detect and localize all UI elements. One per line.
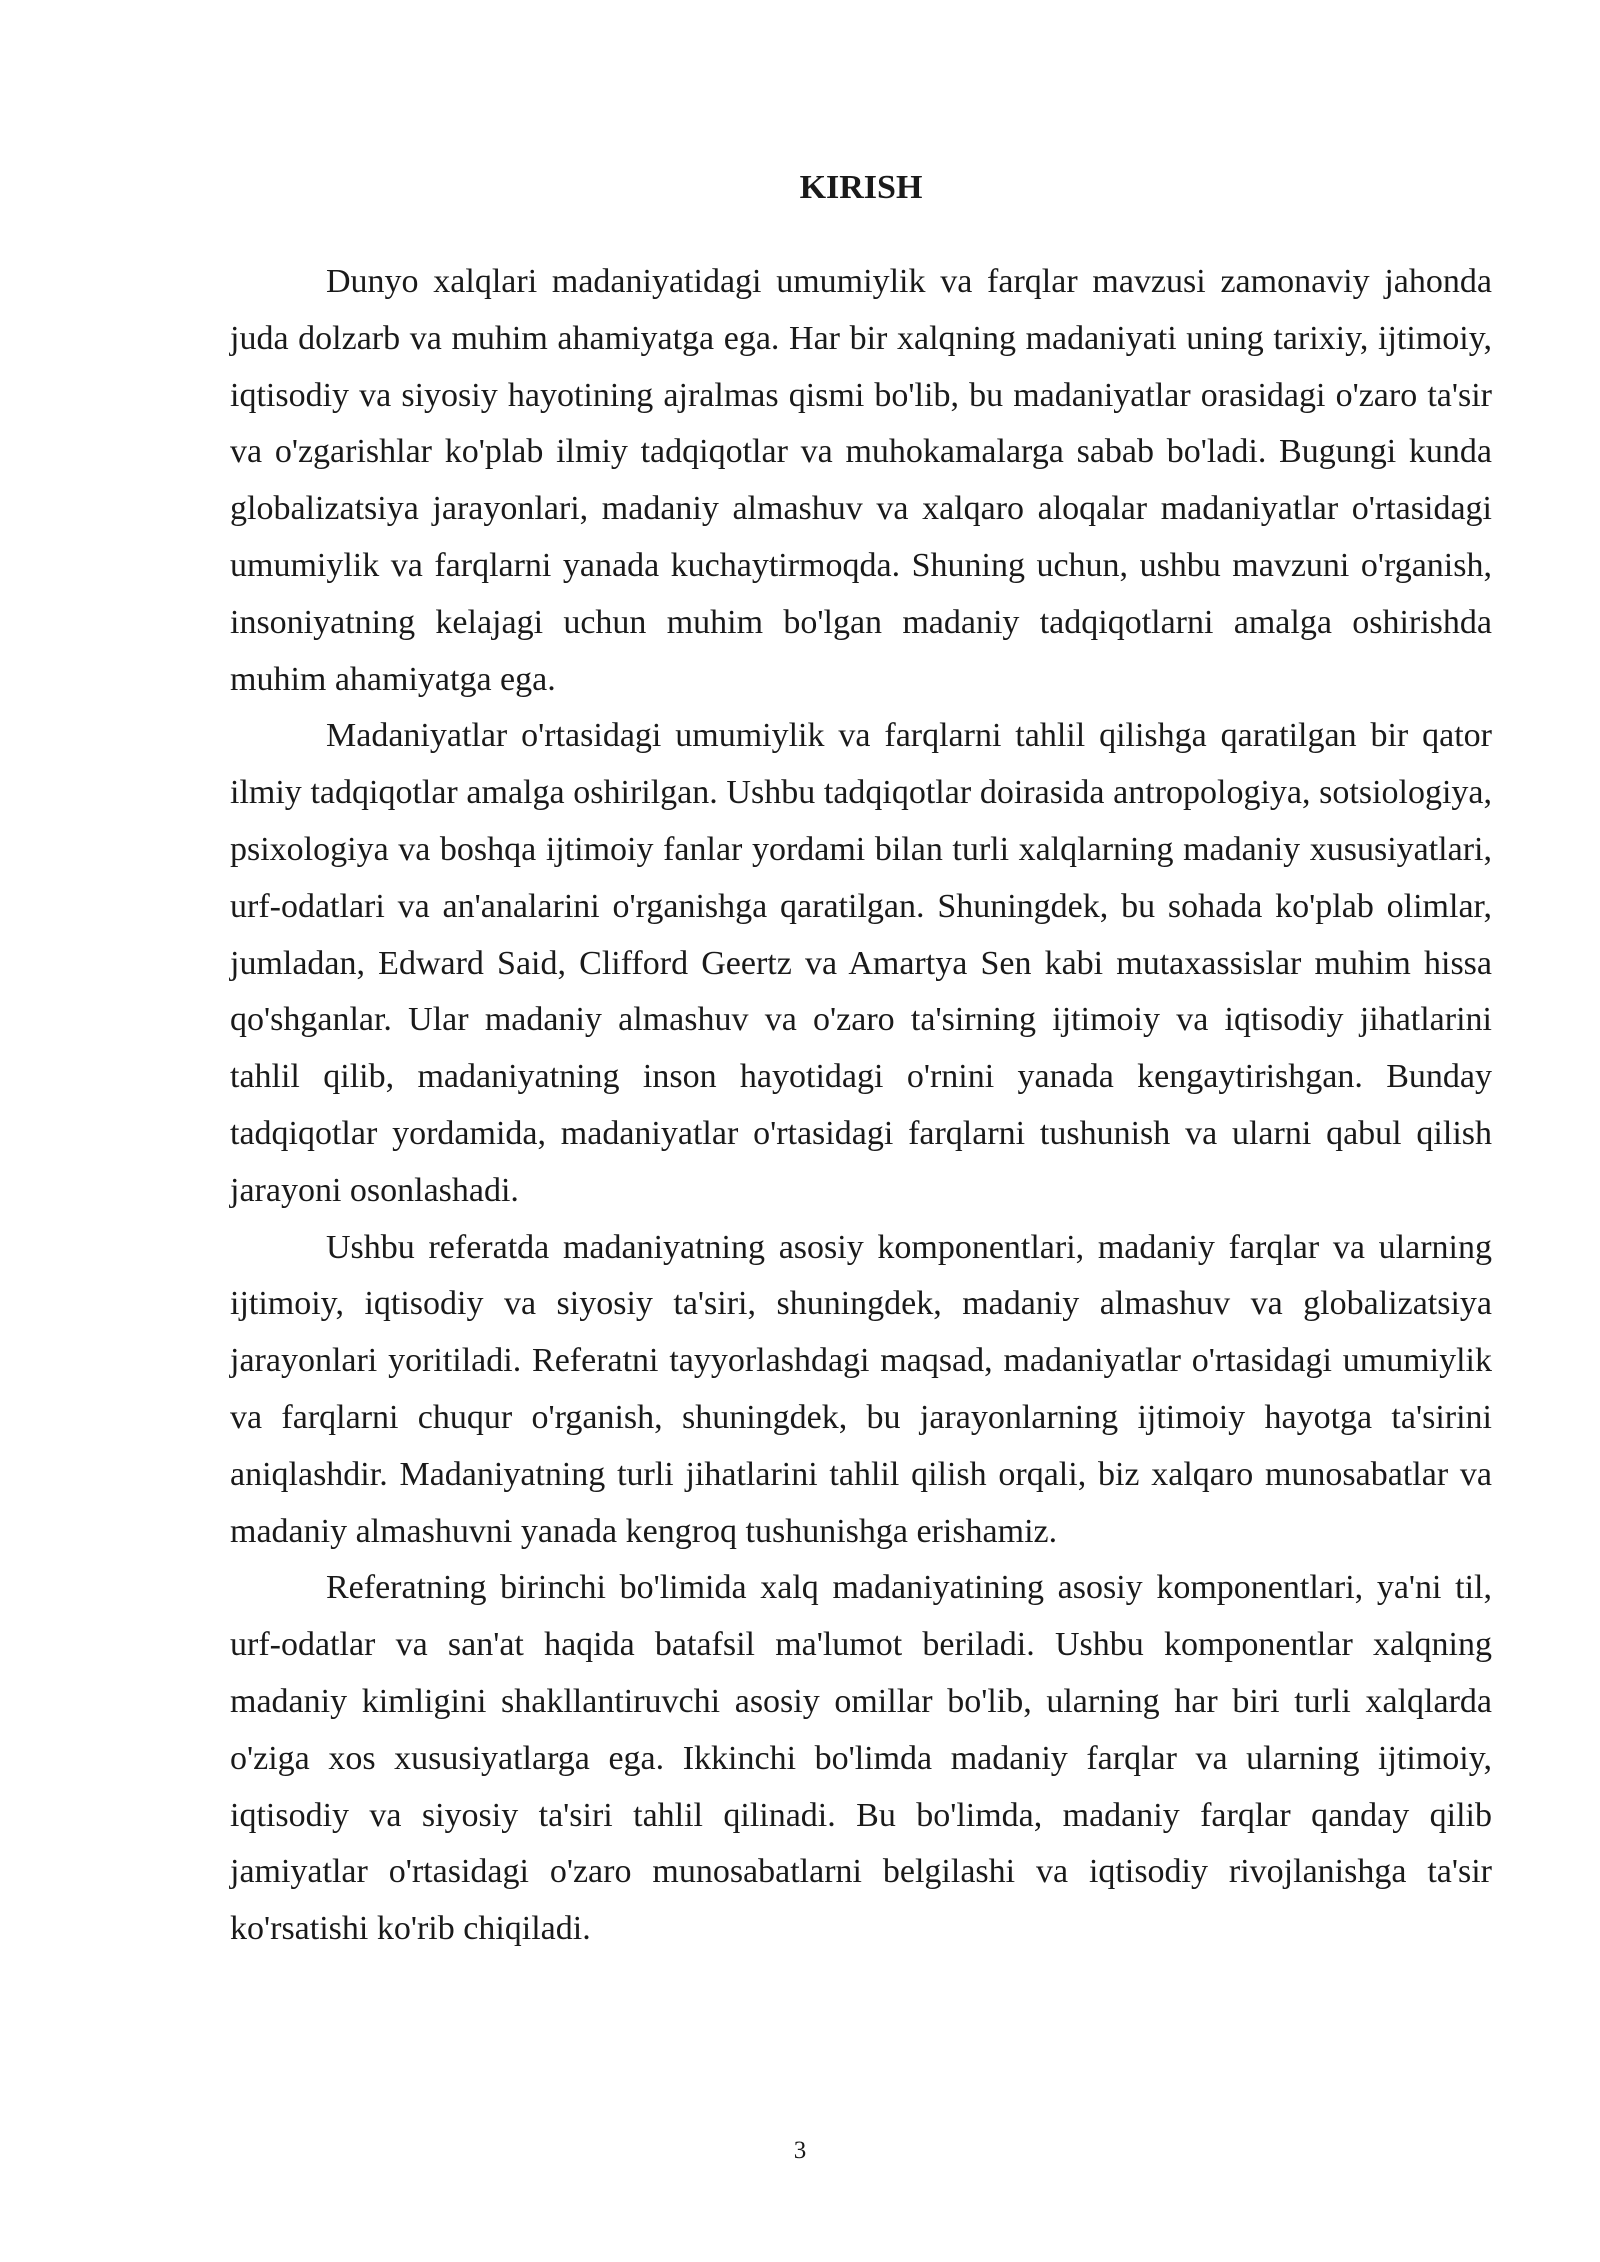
paragraph-2: Madaniyatlar o'rtasidagi umumiylik va farqlarni tahlil qilishga qaratilgan bir qator ilmiy tadqiqotlar amalga oshirilgan. Ushbu tadqiqotlar doirasida antropologiya, sotsiologiya, psixologiya va boshqa ijtimoiy fanlar yordami bilan turli xalqlarning madaniy xususiyatlari, urf-odatlari va an'analarini o'rganishga qaratilgan. Shuningdek, bu sohada ko'plab olimlar, jumladan, Edward Said, Clifford Geertz va Amartya Sen kabi mutaxassislar muhim hissa qo'shganlar. Ular madaniy almashuv va o'zaro ta'sirning ijtimoiy va iqtisodiy jihatlarini tahlil qilib, madaniyatning inson hayotidagi o'rnini yanada kengaytirishgan. Bunday tadqiqotlar yordamida, madaniyatlar o'rtasidagi farqlarni tushunish va ularni qabul qilish jarayoni osonlashadi. bbox=[230, 717, 1492, 1209]
paragraph-1: Dunyo xalqlari madaniyatidagi umumiylik va farqlar mavzusi zamonaviy jahonda juda dolzarb va muhim ahamiyatga ega. Har bir xalqning madaniyati uning tarixiy, ijtimoiy, iqtisodiy va siyosiy hayotining ajralmas qismi bo'lib, bu madaniyatlar orasidagi o'zaro ta'sir va o'zgarishlar ko'plab ilmiy tadqiqotlar va muhokamalarga sabab bo'ladi. Bugungi kunda globalizatsiya jarayonlari, madaniy almashuv va xalqaro aloqalar madaniyatlar o'rtasidagi umumiylik va farqlarni yanada kuchaytirmoqda. Shuning uchun, ushbu mavzuni o'rganish, insoniyatning kelajagi uchun muhim bo'lgan madaniy tadqiqotlarni amalga oshirishda muhim ahamiyatga ega. bbox=[230, 263, 1492, 698]
paragraph-4: Referatning birinchi bo'limida xalq madaniyatining asosiy komponentlari, ya'ni til, urf-odatlar va san'at haqida batafsil ma'lumot beriladi. Ushbu komponentlar xalqning madaniy kimligini shakllantiruvchi asosiy omillar bo'lib, ularning har biri turli xalqlarda o'ziga xos xususiyatlarga ega. Ikkinchi bo'limda madaniy farqlar va ularning ijtimoiy, iqtisodiy va siyosiy ta'siri tahlil qilinadi. Bu bo'limda, madaniy farqlar qanday qilib jamiyatlar o'rtasidagi o'zaro munosabatlarni belgilashi va iqtisodiy rivojlanishga ta'sir ko'rsatishi ko'rib chiqiladi. bbox=[230, 1569, 1492, 1948]
paragraph-3: Ushbu referatda madaniyatning asosiy komponentlari, madaniy farqlar va ularning ijtimoiy, iqtisodiy va siyosiy ta'siri, shuningdek, madaniy almashuv va globalizatsiya jarayonlari yoritiladi. Referatni tayyorlashdagi maqsad, madaniyatlar o'rtasidagi umumiylik va farqlarni chuqur o'rganish, shuningdek, bu jarayonlarning ijtimoiy hayotga ta'sirini aniqlashdir. Madaniyatning turli jihatlarini tahlil qilish orqali, biz xalqaro munosabatlar va madaniy almashuvni yanada kengroq tushunishga erishamiz. bbox=[230, 1228, 1492, 1550]
page-title: KIRISH bbox=[799, 169, 923, 206]
page-content bbox=[230, 160, 1492, 1958]
page-number: 3 bbox=[793, 2137, 807, 2164]
